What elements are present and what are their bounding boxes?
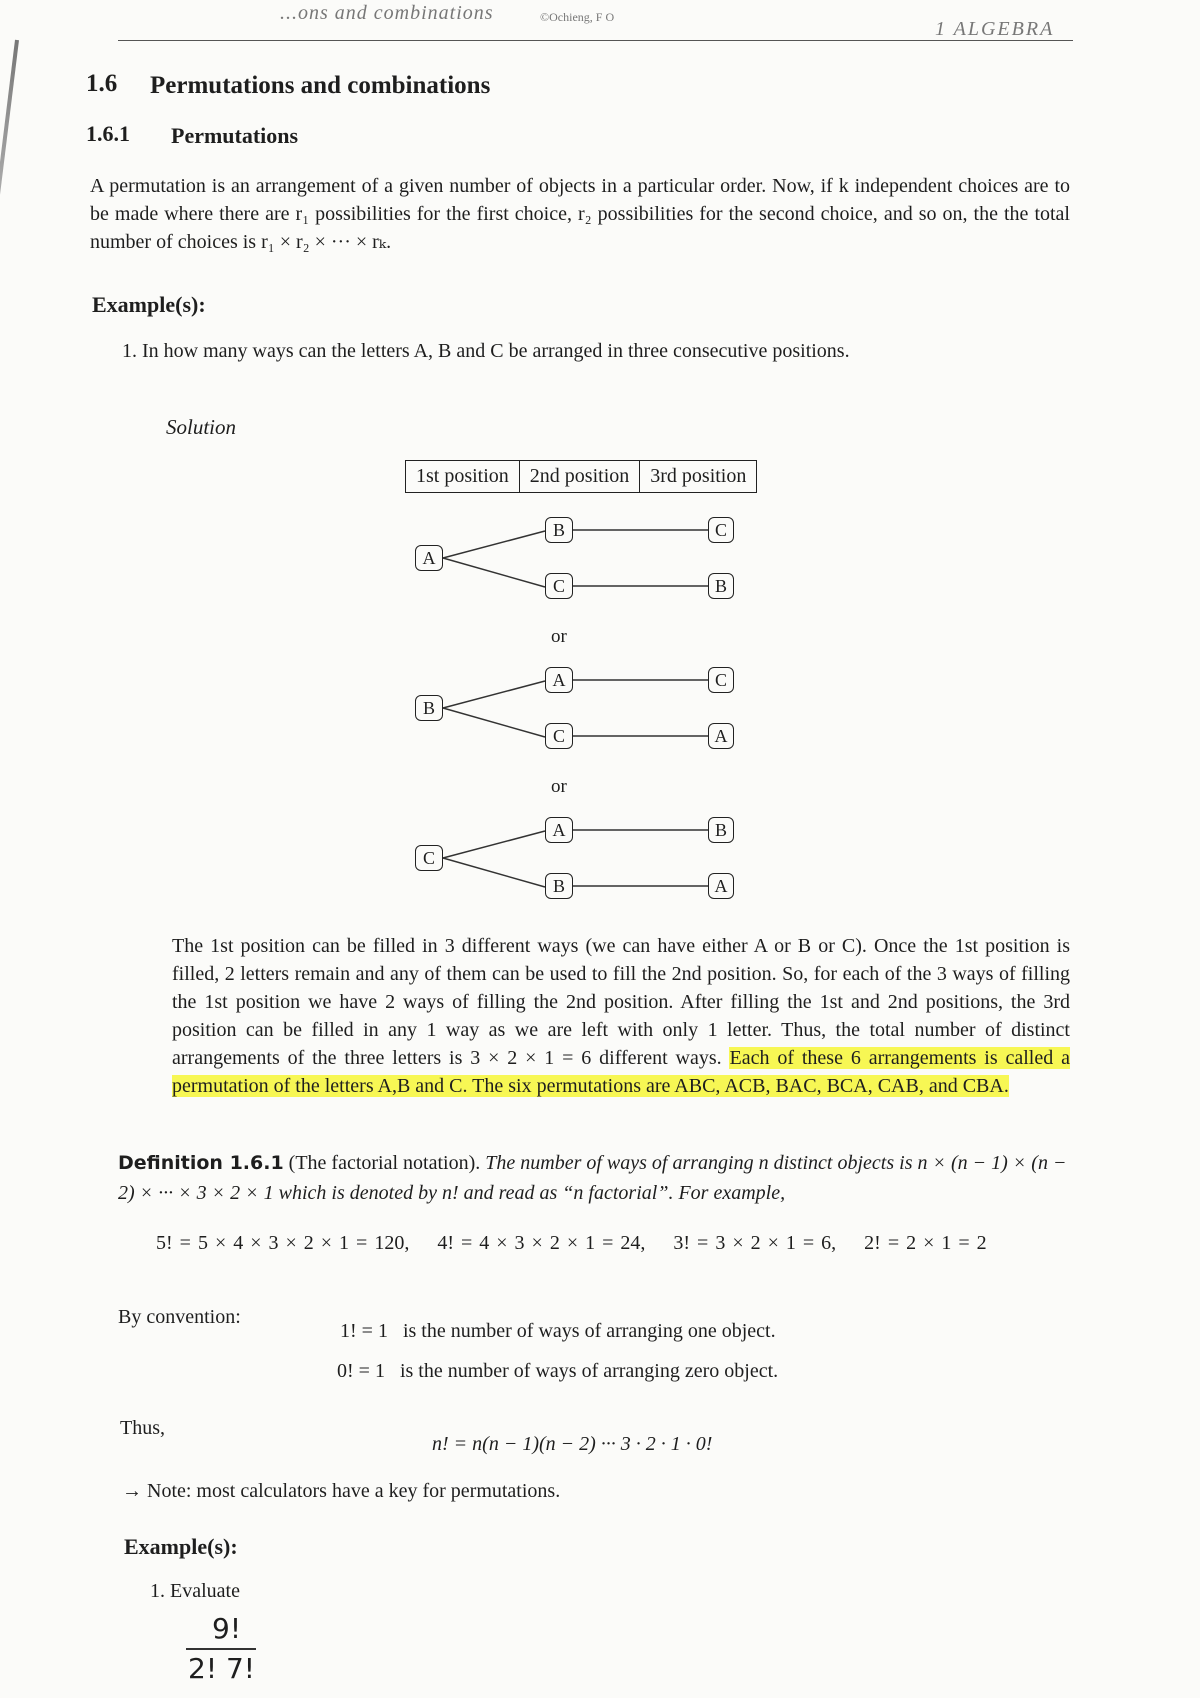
margin-pen-mark	[0, 40, 19, 239]
branch-line	[443, 858, 545, 887]
solution-label: Solution	[166, 415, 237, 439]
column-header-1st: 1st position	[406, 461, 520, 492]
section-title: Permutations and combinations	[150, 72, 491, 99]
header-rule	[118, 40, 1073, 41]
branch-line	[443, 831, 545, 858]
tree-node-second: A	[545, 667, 573, 693]
example-heading-2: Example(s):	[124, 1534, 238, 1559]
definition-block	[118, 1148, 1078, 1208]
definition-label: Definition 1.6.1	[118, 1152, 284, 1174]
definition-body: The number of ways of arranging n distinct objects is n × (n − 1) × (n − 2) × ··· × 3 × 2 × 1 which is denoted by n! and read as “n factorial”. For example,	[118, 1152, 1067, 1204]
intro-paragraph: A permutation is an arrangement of a given number of objects in a particular order. Now, if k independent choices are to be made where there are r₁ possibilities for the first choice, r₂ possibilities for the second choice, and so on, the the total number of choices is r₁ × r₂ × ··· × rₖ.	[90, 175, 1070, 253]
column-header-3rd: 3rd position	[650, 465, 747, 487]
section-number: 1.6	[86, 70, 118, 97]
branch-line	[443, 681, 545, 708]
explanation-text: The 1st position can be filled in 3 different ways (we can have either A or B or C). Once the 1st position is filled, 2 letters remain and any of them can be used to fill the 2nd position. So, for each of the 3 ways of filling the 1st position we have 2 ways of filling the 2nd position. After filling the 1st and 2nd positions, the 3rd position can be filled in any 1 way as we are left with only 1 letter. Thus, the total number of distinct arrangements of the three letters is 3 × 2 × 1 = 6 different ways.	[172, 935, 1070, 1069]
factorial-examples: 5! = 5 × 4 × 3 × 2 × 1 = 120, 4! = 4 × 3 × 2 × 1 = 24, 3! = 3 × 2 × 1 = 6, 2! = 2 × 1 = 2	[156, 1232, 987, 1254]
convention-line-2: 0! = 1 is the number of ways of arranging zero object.	[337, 1360, 779, 1382]
column-header-2nd: 2nd position	[520, 461, 640, 492]
running-header-left: ...ons and combinations	[280, 2, 494, 24]
handwritten-fraction-bar	[186, 1648, 256, 1650]
calculator-note: → Note: most calculators have a key for permutations.	[122, 1480, 561, 1502]
tree-column-headers	[405, 460, 757, 493]
convention-label: By convention:	[118, 1306, 241, 1328]
highlighted-text: Each of these 6 arrangements is called a permutation of the letters A,B and C. The six permutations are ABC, ACB, BAC, BCA, CAB, and CBA.	[172, 1047, 1070, 1097]
tree-node-first-b: B	[415, 695, 443, 721]
factorial-formula: n! = n(n − 1)(n − 2) ··· 3 · 2 · 1 · 0!	[432, 1433, 713, 1455]
handwritten-denominator: 2! 7!	[188, 1652, 255, 1685]
subsection-number: 1.6.1	[86, 121, 130, 146]
example-item-evaluate: 1. Evaluate	[150, 1580, 240, 1602]
tree-node-third: B	[708, 817, 734, 843]
thus-label: Thus,	[120, 1417, 165, 1439]
tree-node-third: C	[708, 667, 734, 693]
tree-node-second: C	[545, 573, 573, 599]
example-heading: Example(s):	[92, 292, 206, 317]
or-separator: or	[551, 776, 567, 797]
branch-line	[443, 558, 545, 587]
running-header-right: 1 ALGEBRA	[935, 18, 1055, 40]
tree-node-third: A	[708, 873, 734, 899]
tree-node-third: A	[708, 723, 734, 749]
example-question: 1. In how many ways can the letters A, B and C be arranged in three consecutive positions.	[122, 340, 850, 362]
tree-node-second: B	[545, 873, 573, 899]
branch-line	[443, 531, 545, 558]
branch-line	[443, 708, 545, 737]
tree-node-first-c: C	[415, 845, 443, 871]
convention-line-1: 1! = 1 is the number of ways of arranging one object.	[340, 1320, 776, 1342]
tree-branches	[405, 460, 835, 920]
definition-name: (The factorial notation).	[283, 1152, 486, 1174]
tree-node-third: B	[708, 573, 734, 599]
tree-node-second: A	[545, 817, 573, 843]
permutation-tree-diagram	[405, 460, 835, 920]
handwritten-numerator: 9!	[212, 1612, 242, 1645]
subsection-title: Permutations	[171, 123, 299, 148]
tree-node-third: C	[708, 517, 734, 543]
or-separator: or	[551, 626, 567, 647]
running-header-author: ©Ochieng, F O	[540, 10, 615, 24]
explanation-paragraph	[172, 932, 1070, 1100]
tree-node-second: C	[545, 723, 573, 749]
tree-node-first-a: A	[415, 545, 443, 571]
tree-node-second: B	[545, 517, 573, 543]
